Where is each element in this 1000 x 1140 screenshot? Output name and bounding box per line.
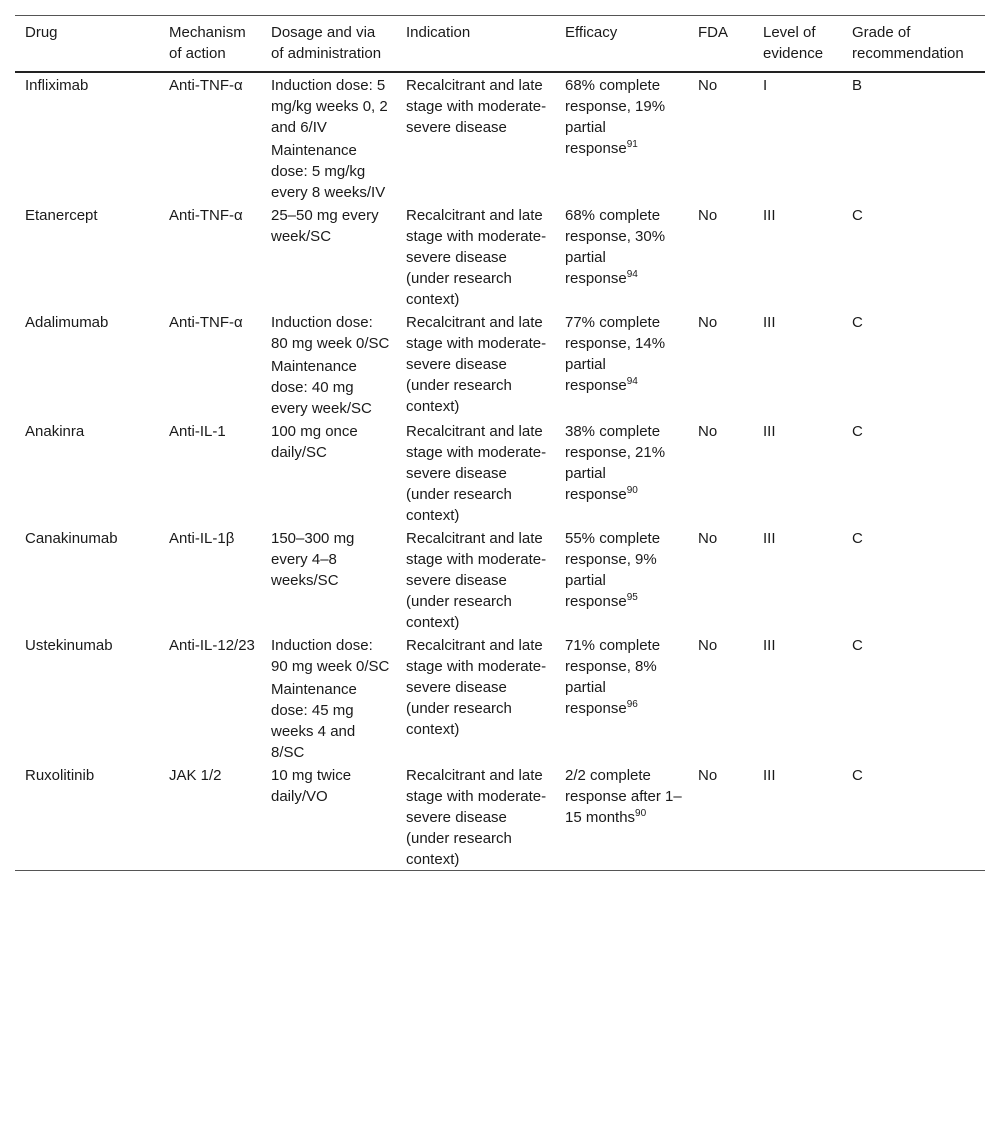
efficacy-text: 68% complete response, 19% partial response: [565, 77, 666, 157]
cell-indication: Recalcitrant and late stage with moderate-severe disease (under research context): [406, 530, 547, 631]
cell-fda: No: [698, 423, 718, 440]
header-level: Level of evidence: [763, 24, 824, 62]
efficacy-text: 71% complete response, 8% partial response: [565, 637, 661, 717]
table-row: [15, 526, 985, 633]
efficacy-text: 68% complete response, 30% partial response: [565, 207, 666, 287]
cell-efficacy: [555, 310, 688, 419]
cell-level: III: [763, 637, 776, 654]
cell-grade: C: [852, 207, 863, 224]
cell-mechanism: JAK 1/2: [169, 767, 222, 784]
cell-mechanism: Anti-IL-1: [169, 423, 226, 440]
cell-level: III: [763, 767, 776, 784]
table-row: [15, 310, 985, 419]
header-dosage: Dosage and via of administration: [271, 24, 382, 62]
cell-grade: B: [852, 77, 863, 94]
table-row: [15, 419, 985, 526]
efficacy-text: 77% complete response, 14% partial response: [565, 314, 666, 394]
cell-drug: Infliximab: [25, 77, 89, 94]
dosage-line: Maintenance dose: 45 mg weeks 4 and 8/SC: [271, 681, 357, 761]
cell-fda: No: [698, 207, 718, 224]
reference-citation: 95: [626, 592, 638, 603]
cell-indication: Recalcitrant and late stage with moderate-severe disease (under research context): [406, 314, 547, 415]
reference-citation: 94: [626, 269, 638, 280]
header-mechanism: Mechanism of action: [169, 24, 246, 62]
cell-indication: Recalcitrant and late stage with moderate-severe disease: [406, 77, 547, 136]
table-row: [15, 763, 985, 871]
cell-grade: C: [852, 767, 863, 784]
cell-level: III: [763, 207, 776, 224]
cell-efficacy: [555, 203, 688, 310]
cell-drug: Canakinumab: [25, 530, 118, 547]
dosage-line: Induction dose: 90 mg week 0/SC: [271, 637, 390, 675]
cell-level: III: [763, 423, 776, 440]
dosage-line: 100 mg once daily/SC: [271, 423, 358, 461]
cell-dosage: [261, 526, 396, 633]
cell-indication: Recalcitrant and late stage with moderate-severe disease (under research context): [406, 423, 547, 524]
cell-grade: C: [852, 314, 863, 331]
cell-fda: No: [698, 767, 718, 784]
dosage-line: 25–50 mg every week/SC: [271, 207, 379, 245]
table-row: [15, 203, 985, 310]
header-efficacy: Efficacy: [565, 24, 618, 41]
cell-efficacy: [555, 763, 688, 871]
reference-citation: 91: [626, 139, 638, 150]
cell-dosage: [261, 203, 396, 310]
cell-grade: C: [852, 637, 863, 654]
table-body: [15, 72, 985, 871]
cell-level: III: [763, 530, 776, 547]
cell-level: III: [763, 314, 776, 331]
header-grade: Grade of recommendation: [852, 24, 964, 62]
header-indication: Indication: [406, 24, 471, 41]
header-row: [15, 16, 985, 73]
cell-efficacy: [555, 419, 688, 526]
cell-mechanism: Anti-TNF-α: [169, 314, 243, 331]
dosage-line: Maintenance dose: 5 mg/kg every 8 weeks/IV: [271, 142, 386, 201]
cell-dosage: [261, 633, 396, 763]
reference-citation: 96: [626, 699, 638, 710]
dosage-line: Induction dose: 5 mg/kg weeks 0, 2 and 6/IV: [271, 77, 388, 136]
dosage-line: 150–300 mg every 4–8 weeks/SC: [271, 530, 355, 589]
reference-citation: 90: [626, 485, 638, 496]
cell-dosage: [261, 763, 396, 871]
dosage-line: Induction dose: 80 mg week 0/SC: [271, 314, 390, 352]
reference-citation: 94: [626, 376, 638, 387]
reference-citation: 90: [635, 808, 647, 819]
header-drug: Drug: [25, 24, 58, 41]
cell-indication: Recalcitrant and late stage with moderate-severe disease (under research context): [406, 207, 547, 308]
cell-drug: Ruxolitinib: [25, 767, 95, 784]
drug-table: [15, 15, 985, 871]
dosage-line: Maintenance dose: 40 mg every week/SC: [271, 358, 372, 417]
cell-indication: Recalcitrant and late stage with moderate-severe disease (under research context): [406, 637, 547, 738]
cell-dosage: [261, 72, 396, 203]
cell-dosage: [261, 310, 396, 419]
cell-grade: C: [852, 423, 863, 440]
cell-fda: No: [698, 314, 718, 331]
cell-drug: Adalimumab: [25, 314, 109, 331]
cell-level: I: [763, 77, 768, 94]
header-fda: FDA: [698, 24, 728, 41]
cell-efficacy: [555, 526, 688, 633]
efficacy-text: 55% complete response, 9% partial response: [565, 530, 661, 610]
table-header: [15, 16, 985, 73]
table-row: [15, 72, 985, 203]
table-row: [15, 633, 985, 763]
cell-drug: Anakinra: [25, 423, 85, 440]
cell-mechanism: Anti-IL-1β: [169, 530, 235, 547]
cell-grade: C: [852, 530, 863, 547]
cell-drug: Etanercept: [25, 207, 98, 224]
dosage-line: 10 mg twice daily/VO: [271, 767, 352, 805]
cell-mechanism: Anti-TNF-α: [169, 77, 243, 94]
cell-fda: No: [698, 530, 718, 547]
cell-mechanism: Anti-IL-12/23: [169, 637, 255, 654]
cell-efficacy: [555, 72, 688, 203]
cell-dosage: [261, 419, 396, 526]
cell-fda: No: [698, 637, 718, 654]
efficacy-text: 2/2 complete response after 1–15 months: [565, 767, 682, 826]
cell-mechanism: Anti-TNF-α: [169, 207, 243, 224]
cell-fda: No: [698, 77, 718, 94]
cell-efficacy: [555, 633, 688, 763]
cell-indication: Recalcitrant and late stage with moderate-severe disease (under research context): [406, 767, 547, 868]
efficacy-text: 38% complete response, 21% partial response: [565, 423, 666, 503]
cell-drug: Ustekinumab: [25, 637, 113, 654]
